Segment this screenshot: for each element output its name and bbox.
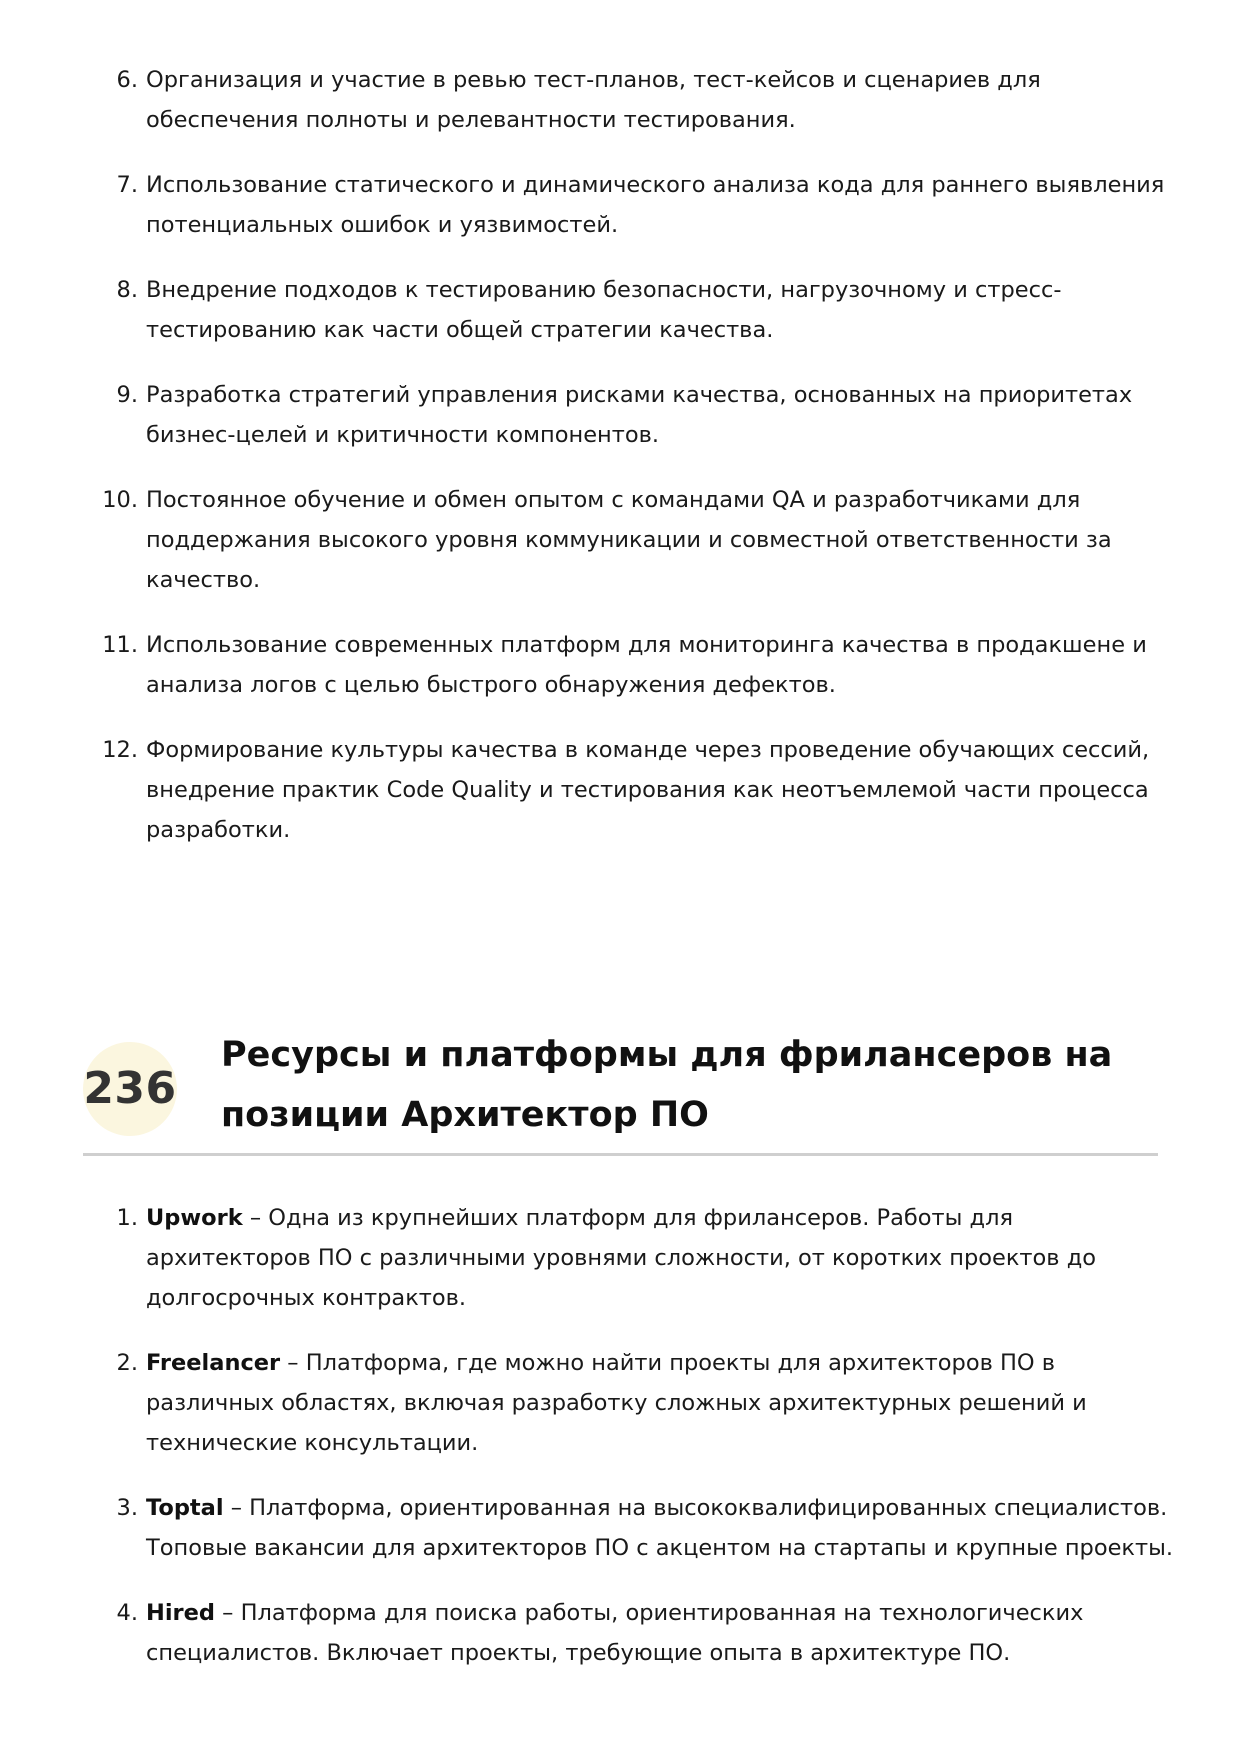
list-item-number: 9. (116, 382, 138, 408)
quality-practices-list (0, 60, 1239, 875)
list-item-text: Использование статического и динамического анализа кода для раннего выявления потенциальных ошибок и уязвимостей. (146, 172, 1165, 238)
list-item-text: Внедрение подходов к тестированию безопасности, нагрузочному и стресс-тестированию как части общей стратегии качества. (146, 277, 1062, 343)
section-number-badge: 236 (83, 1042, 177, 1136)
list-item-number: 11. (102, 632, 138, 658)
list-item (0, 1593, 1239, 1673)
list-item-number: 7. (116, 172, 138, 198)
list-item-text: – Платформа, где можно найти проекты для архитекторов ПО в различных областях, включая разработку сложных архитектурных решений и технические консультации. (146, 1350, 1087, 1456)
list-item-text: – Платформа для поиска работы, ориентированная на технологических специалистов. Включает проекты, требующие опыта в архитектуре ПО. (146, 1600, 1084, 1666)
list-item-text: Постоянное обучение и обмен опытом с командами QA и разработчиками для поддержания высокого уровня коммуникации и совместной ответственности за качество. (146, 487, 1112, 593)
list-item-text: – Платформа, ориентированная на высококвалифицированных специалистов. Топовые вакансии для архитекторов ПО с акцентом на стартапы и крупные проекты. (146, 1495, 1174, 1561)
list-item-text: – Одна из крупнейших платформ для фрилансеров. Работы для архитекторов ПО с различными уровнями сложности, от коротких проектов до долгосрочных контрактов. (146, 1205, 1097, 1311)
list-item-number: 8. (116, 277, 138, 303)
section-title: Ресурсы и платформы для фрилансеров на позиции Архитектор ПО (221, 1035, 1113, 1135)
list-item (0, 480, 1239, 600)
list-item-text: Организация и участие в ревью тест-планов, тест-кейсов и сценариев для обеспечения полноты и релевантности тестирования. (146, 67, 1041, 133)
list-item (0, 165, 1239, 245)
list-item (0, 60, 1239, 140)
platform-name: Freelancer (146, 1350, 281, 1376)
platform-name: Toptal (146, 1495, 224, 1521)
platform-name: Upwork (146, 1205, 243, 1231)
freelance-platforms-list (0, 1198, 1239, 1698)
list-item (0, 270, 1239, 350)
list-item-text: Использование современных платформ для мониторинга качества в продакшене и анализа логов с целью быстрого обнаружения дефектов. (146, 632, 1147, 698)
list-item (0, 625, 1239, 705)
list-item (0, 1198, 1239, 1318)
platform-name: Hired (146, 1600, 216, 1626)
list-item (0, 1488, 1239, 1568)
list-item-number: 2. (116, 1350, 138, 1376)
list-item-number: 12. (102, 737, 138, 763)
section-heading (83, 1025, 1158, 1156)
list-item-number: 10. (102, 487, 138, 513)
list-item-text: Формирование культуры качества в команде через проведение обучающих сессий, внедрение практик Code Quality и тестирования как неотъемлемой части процесса разработки. (146, 737, 1150, 843)
list-item (0, 375, 1239, 455)
list-item (0, 1343, 1239, 1463)
list-item-number: 4. (116, 1600, 138, 1626)
list-item-number: 3. (116, 1495, 138, 1521)
list-item-number: 1. (116, 1205, 138, 1231)
list-item (0, 730, 1239, 850)
list-item-text: Разработка стратегий управления рисками качества, основанных на приоритетах бизнес-целей и критичности компонентов. (146, 382, 1133, 448)
list-item-number: 6. (116, 67, 138, 93)
